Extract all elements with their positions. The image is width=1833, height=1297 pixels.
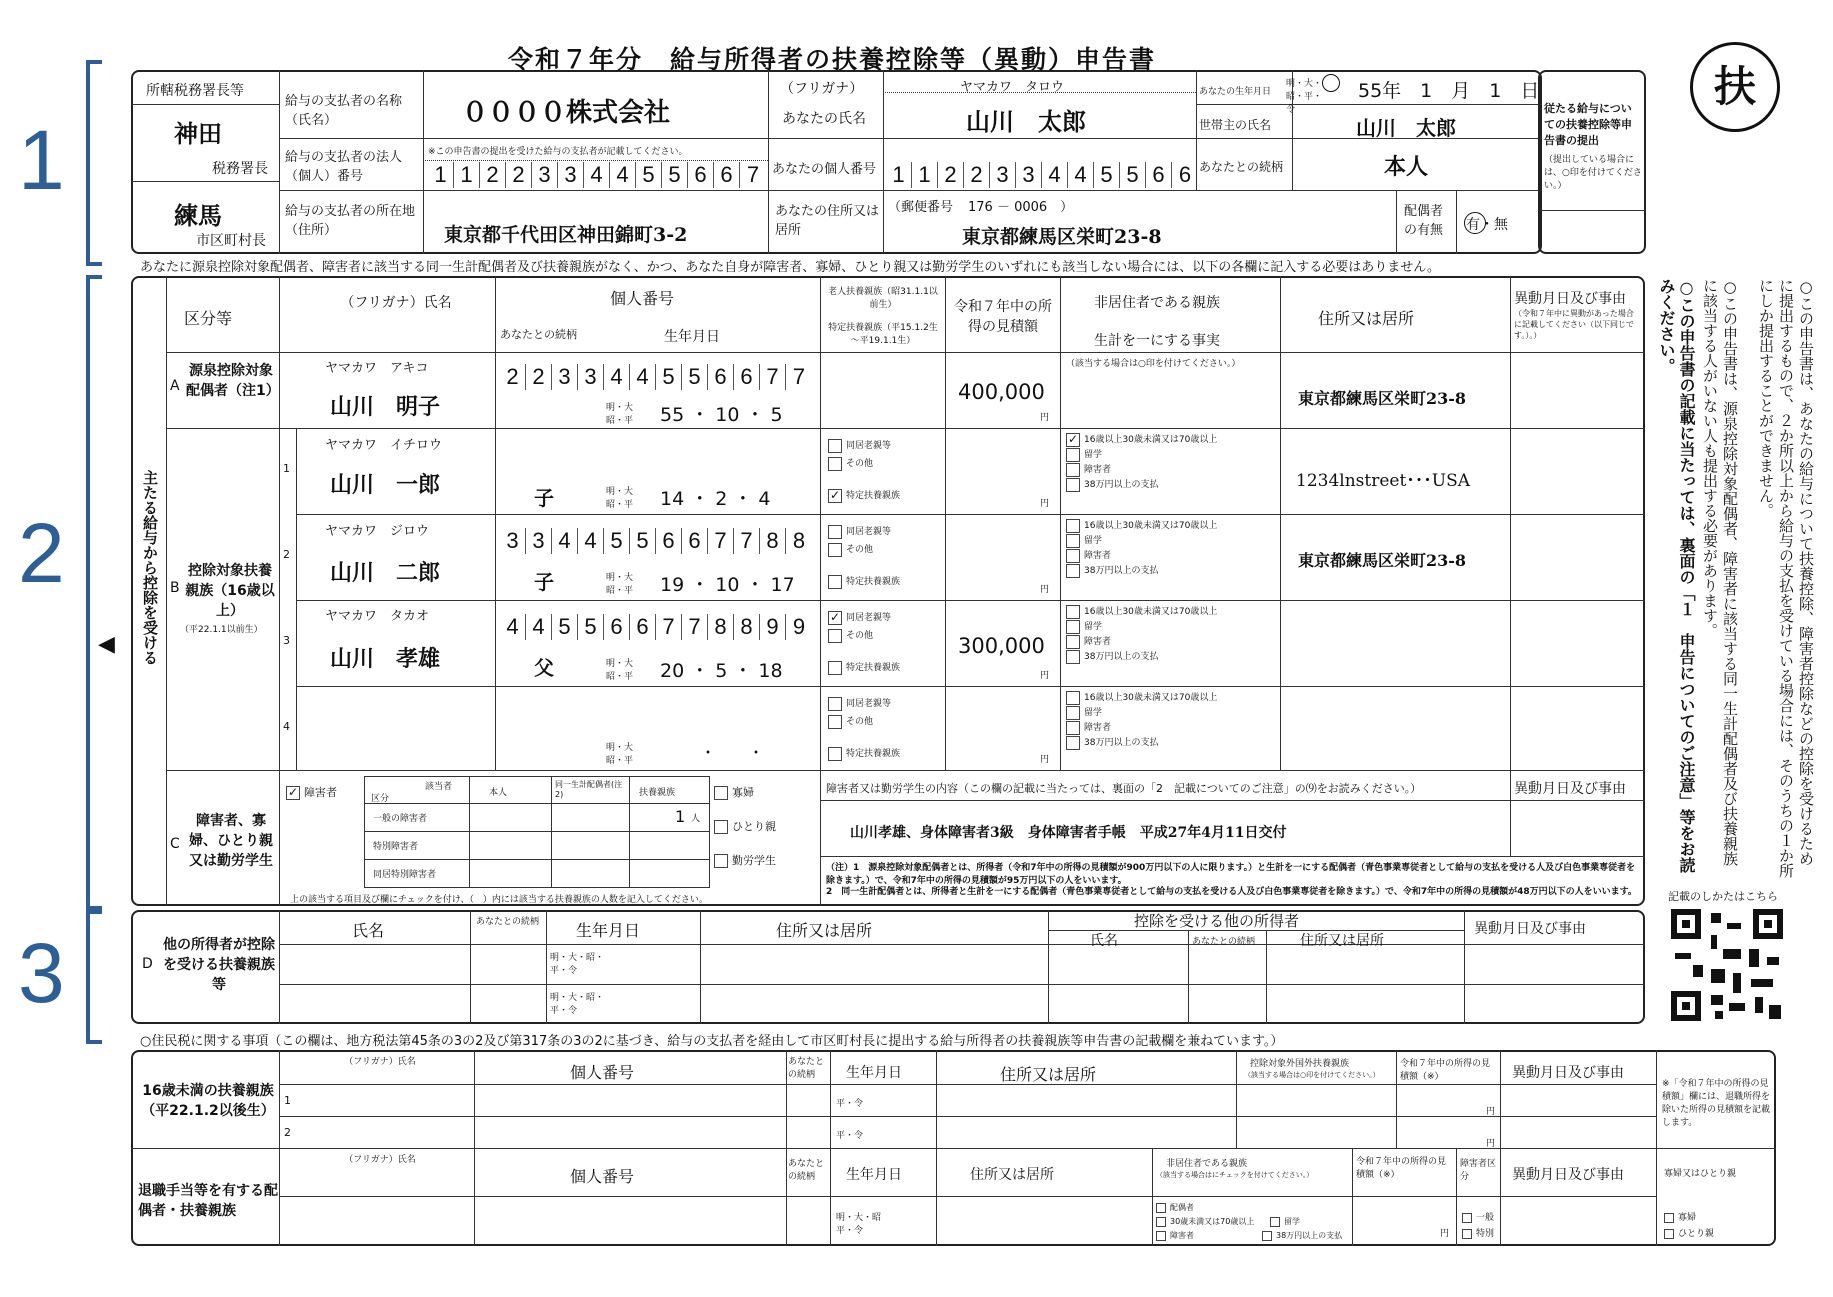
nonres-note: （該当する場合は○印を付けてください。） [1066,359,1241,369]
r-side-note: ※「令和７年中の所得の見積額」欄には、退職所得を除いた所得の見積額を記載します。 [1662,1079,1771,1128]
furigana-label: （フリガナ） [780,81,864,97]
footnote-check: 上の該当する項目及び欄にチェックを付け、（ ）内には該当する扶養親族の人数を記入してください。 [290,895,708,905]
payer-number-note: ※この申告書の提出を受けた給与の支払者が記載してください。 [428,147,688,157]
dependent-1-birth[interactable]: 14 ・ 2 ・ 4 [660,488,771,510]
dependent-2-relation[interactable]: 子 [534,570,554,594]
section-2-bracket [86,275,102,914]
notice-text: あなたに源泉控除対象配偶者、障害者に該当する同一生計配偶者及び扶養親族がなく、かつ、あなた自身が障害者、寡婦、ひとり親又は勤労学生のいずれにも該当しない場合には、以下の各欄に記入する必要はありません。 [140,260,1441,275]
era-circle-icon [1322,74,1340,92]
spouse-address[interactable]: 東京都練馬区栄町23-8 [1298,389,1467,408]
side-note: （提出している場合には、○印を付けてください。） [1544,155,1642,191]
col-address: 住所又は居所 [1318,309,1415,328]
relation-value[interactable]: 本人 [1384,154,1429,180]
r-col-nonres: 非居住者である親族 [1166,1159,1248,1169]
col-income: 令和７年中の所得の見積額 [954,299,1052,335]
spouse-circle-icon [1464,212,1486,234]
spouse-value[interactable]: 有・無 [1466,217,1508,233]
collapse-arrow-icon[interactable]: ◀ [98,632,115,657]
col-change: 異動月日及び事由 [1514,291,1626,307]
tax-office-suffix: 税務署長 [212,161,268,177]
col-name: （フリガナ）氏名 [340,295,452,311]
r-col-birth: 生年月日 [846,1065,902,1081]
city-value: 練馬 [174,201,222,230]
section2-vertical-title: 主たる給与から控除を受ける [141,470,159,665]
s3-col-birth: 生年月日 [576,921,641,940]
dependent-3-income[interactable]: 300,000 [958,634,1045,658]
spouse-era: 明・大昭・平 [606,403,634,426]
section-3-number: 3 [18,926,65,1020]
form-badge [1690,42,1780,132]
dependent-3-relation[interactable]: 父 [534,656,554,680]
row-b-sub: （平22.1.1以前生） [180,625,263,635]
payer-address-value[interactable]: 東京都千代田区神田錦町3-2 [444,224,688,246]
col-nonres: 非居住者である親族 [1094,295,1220,311]
city-suffix: 市区町村長 [196,233,266,249]
payer-address-label: 給与の支払者の所在地（住所） [285,204,416,238]
r-col-relation: あなたとの続柄 [788,1057,825,1080]
dependent-2-number-digits[interactable]: 3 3 4 4 5 5 6 6 7 7 8 8 [500,528,812,554]
your-name-label: あなたの氏名 [782,111,866,127]
row-c-label: 障害者、寡婦、ひとり親又は勤労学生 [189,813,273,869]
note-1: （注）1 源泉控除対象配偶者とは、所得者（令和7年中の所得の見積額が900万円以下の人に限ります。）と生計を一にする配偶者（青色事業専従者として給与の支払を受ける人及び白色事業専従者を除きます。）で、令和7年中の所得の見積額が95万円以下の人をいいます。 [826,863,1636,886]
side-title: 従たる給与についての扶養控除等申告書の提出 [1544,102,1632,147]
col-relation: あなたとの続柄 [500,328,577,341]
s3-col-name: 氏名 [352,921,385,940]
dependent-2-name[interactable]: 山川 二郎 [330,560,441,586]
r-col-address: 住所又は居所 [1000,1065,1097,1084]
r-col-change: 異動月日及び事由 [1512,1065,1624,1081]
payer-name-value[interactable]: ００００株式会社 [462,98,671,128]
spouse-furigana[interactable]: ヤマカワ アキコ [325,361,429,376]
s3-col-other-name: 氏名 [1090,933,1118,949]
disability-table: 区分 該当者 本人 同一生計配偶者(注2) 扶養親族 一般の障害者 特別障害者 同居特別障害者 1 人 [364,776,710,888]
section-1-bracket [86,60,102,266]
payer-number-digits[interactable]: 1 1 2 2 3 3 4 4 5 5 6 6 7 [428,162,766,188]
retire-label: 退職手当等を有する配偶者・扶養親族 [138,1183,278,1219]
right-text-1: ○この申告書は、あなたの給与について扶養控除、障害者控除などの控除を受けるために提出するもので、２か所以上から給与の支払を受けている場合には、そのうちの１か所にしか提出することができません。 [1757,278,1815,878]
form-title: 令和７年分 給与所得者の扶養控除等（異動）申告書 [508,45,1157,74]
under16-label: 16歳未満の扶養親族（平22.1.2以後生） [141,1083,275,1119]
s3-col-other-relation: あなたとの続柄 [1192,937,1256,947]
dependent-3-birth[interactable]: 20 ・ 5 ・ 18 [660,660,783,682]
spouse-income[interactable]: 400,000 [958,380,1045,404]
your-name[interactable]: 山川 太郎 [966,107,1086,136]
birth-value[interactable]: 55年 1 月 1 日 [1358,80,1540,102]
section3-label: 他の所得者が控除を受ける扶養親族等 [163,937,275,993]
right-text-2: ○この申告書は、源泉控除対象配偶者、障害者に該当する同一生計配偶者及び扶養親族に該当する人がいない人も提出する必要があります。 [1701,278,1739,866]
single-parent-check[interactable]: ひとり親 [714,818,776,834]
col-change-note: （令和７年中に異動があった場合に記載してください（以下同じです。）。） [1514,309,1634,340]
my-number-label: あなたの個人番号 [772,162,877,177]
householder-label: 世帯主の氏名 [1199,118,1272,132]
tax-office-label: 所轄税務署長等 [146,83,244,99]
dependent-3-name[interactable]: 山川 孝雄 [330,646,441,672]
col-specific: 特定扶養親族（平15.1.2生～平19.1.1生） [828,323,938,346]
postal-value[interactable]: 176 － 0006 ） [968,200,1074,215]
dependent-2-address[interactable]: 東京都練馬区栄町23-8 [1298,551,1467,570]
spouse-yen: 円 [1040,413,1050,423]
section-3-bracket [86,906,102,1044]
dependent-3-furigana[interactable]: ヤマカワ タカオ [325,609,430,624]
dis-count: 1 [675,807,686,826]
row-a-label: 源泉控除対象配偶者（注1） [186,363,280,399]
s3-col-relation: あなたとの続柄 [476,917,540,927]
s3-col-other: 控除を受ける他の所得者 [1134,912,1300,930]
dis-content-label: 障害者又は勤労学生の内容（この欄の記載に当たっては、裏面の「2 記載についてのご注意」の⑼をお読みください。） [826,782,1422,795]
dependent-4-birth[interactable]: ・ ・ [700,743,765,762]
note-2: 2 同一生計配偶者とは、所得者と生計を一にする配偶者（青色事業専従者として給与の支払を受ける人及び白色事業専従者を除きます。）で、令和7年中の所得の見積額が48万円以下の人をいいます。 [826,887,1637,897]
col-number: 個人番号 [610,289,675,308]
r-col-number: 個人番号 [570,1063,635,1082]
r-col-nonres-note: （該当する場合はにチェックを付けてください。） [1156,1171,1314,1179]
row-a-prefix: A [170,378,180,394]
s3-col-change: 異動月日及び事由 [1474,921,1586,937]
birth-label: あなたの生年月日 [1199,87,1272,97]
section-2-number: 2 [18,506,65,600]
row-b-label: 控除対象扶養親族（16歳以上） [185,563,275,619]
relation-label: あなたとの続柄 [1199,160,1284,174]
resident-title: ○住民税に関する事項（この欄は、地方税法第45条の3の2及び第317条の3の2に基づき、給与の支払者を経由して市区町村長に提出する給与所得者の扶養親族等申告書の記載欄を兼ねています。） [140,1034,1284,1049]
dependent-1-relation[interactable]: 子 [534,486,554,510]
col-nonres2: 生計を一にする事実 [1094,333,1220,349]
dependent-1-furigana[interactable]: ヤマカワ イチロウ [325,438,443,453]
spouse-label: 配偶者の有無 [1404,204,1444,238]
col-elder: 老人扶養親族（昭31.1.1以前生） [828,287,938,310]
dis-content-value[interactable]: 山川孝雄、身体障害者3級 身体障害者手帳 平成27年4月11日交付 [850,825,1287,841]
dependent-1-name[interactable]: 山川 一郎 [330,472,441,498]
r-col-income: 令和７年中の所得の見積額（※） [1400,1059,1491,1082]
widow-check[interactable]: 寡婦 [714,784,754,800]
birth-era: 明・大・昭・平・令 [1286,79,1323,115]
row-c-prefix: C [170,836,180,852]
qr-label: 記載のしかたはこちら [1668,890,1778,903]
right-text-3: ○この申告書の記載に当たっては、裏面の「１ 申告についてのご注意」等をお読みください。 [1657,278,1696,873]
dependent-2-birth[interactable]: 19 ・ 10 ・ 17 [660,574,795,596]
section3-prefix: D [142,956,153,972]
address-value[interactable]: 東京都練馬区栄町23-8 [962,226,1162,248]
payer-name-label: 給与の支払者の名称（氏名） [285,94,403,128]
dependent-1-address[interactable]: 1234lnstreet･･･USA [1296,471,1471,491]
address-label: あなたの住所又は居所 [775,204,880,238]
s3-col-other-address: 住所又は居所 [1300,933,1384,949]
qr-code-icon[interactable] [1670,908,1784,1022]
section-1-number: 1 [18,113,65,207]
tax-office-value: 神田 [174,119,222,148]
dependent-2-furigana[interactable]: ヤマカワ ジロウ [325,524,430,539]
your-furigana[interactable]: ヤマカワ タロウ [960,80,1065,95]
r-col-abroad-note: （該当する場合は○印を付けてください。） [1244,1071,1380,1079]
r-col-name: （フリガナ）氏名 [344,1057,416,1067]
spouse-number-digits[interactable]: 2 2 3 3 4 4 5 5 6 6 7 7 [500,364,812,390]
dependent-3-number-digits[interactable]: 4 4 5 5 6 6 7 7 8 8 9 9 [500,614,812,640]
spouse-name[interactable]: 山川 明子 [330,394,441,420]
s3-col-address: 住所又は居所 [776,921,873,940]
spouse-birth[interactable]: 55 ・ 10 ・ 5 [660,404,783,426]
student-check[interactable]: 勤労学生 [714,852,776,868]
r-col-abroad: 控除対象外国外扶養親族 [1250,1059,1350,1069]
my-number-digits[interactable]: 1 1 2 2 3 3 4 4 5 5 6 6 [886,162,1198,188]
row-b-prefix: B [170,580,180,596]
col-kubun: 区分等 [184,309,233,328]
postal-label: （郵便番号 [888,200,954,215]
col-birth: 生年月日 [664,329,720,345]
disabled-check[interactable]: ✓ 障害者 [287,785,337,799]
dis-change: 異動月日及び事由 [1514,781,1626,797]
payer-number-label: 給与の支払者の法人（個人）番号 [285,150,403,184]
badge-text: 扶 [1713,62,1756,111]
householder-value[interactable]: 山川 太郎 [1356,116,1456,140]
r-col-class: 障害者区分 [1460,1159,1497,1182]
